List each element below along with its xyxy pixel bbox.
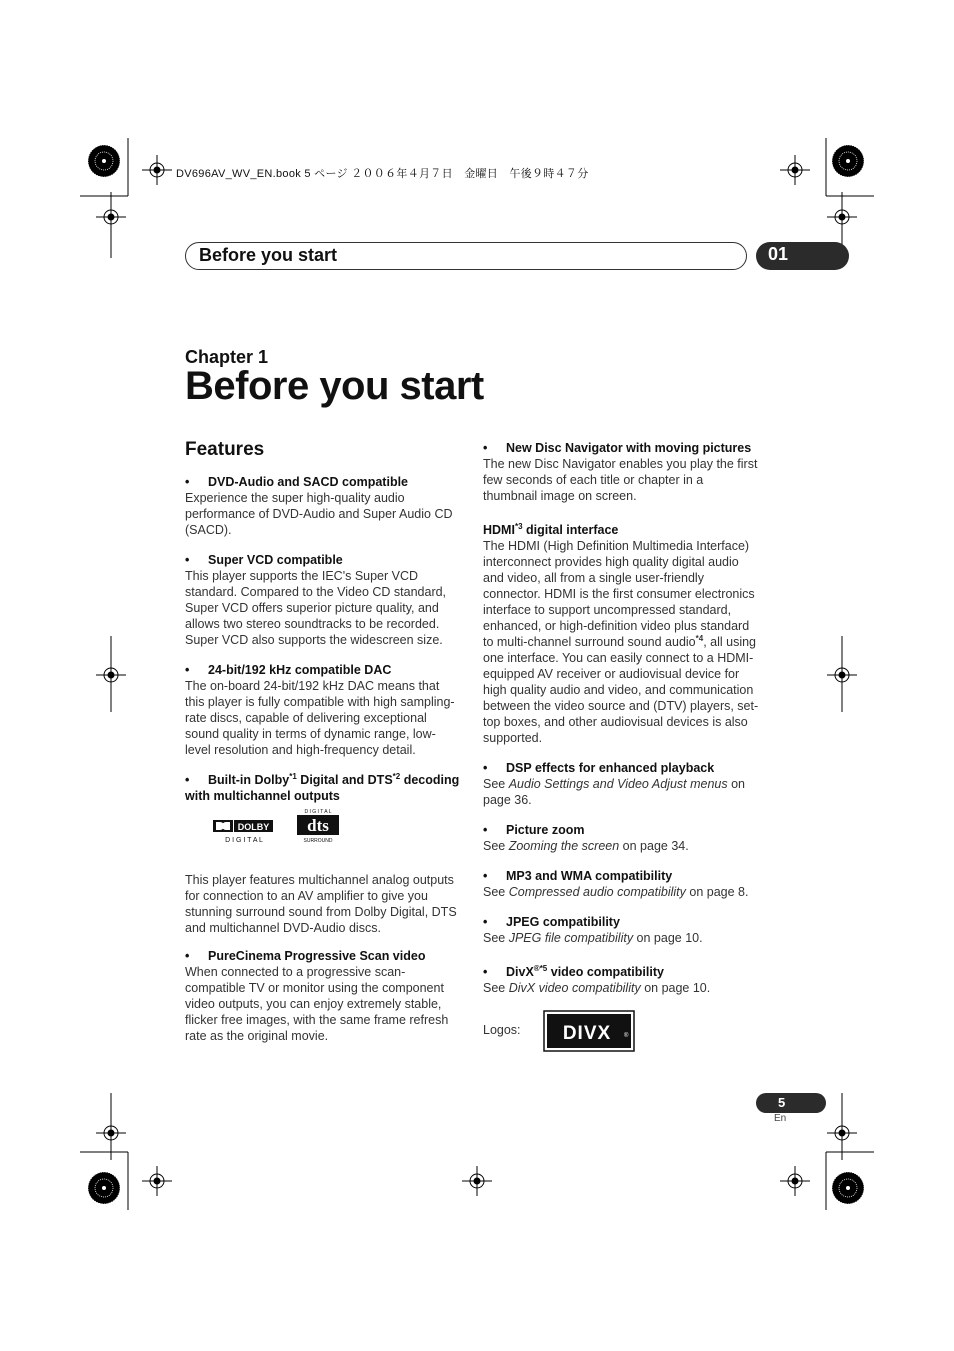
print-header: DV696AV_WV_EN.book 5 ページ ２００６年４月７日 金曜日 午後９時４７分 [176, 168, 589, 180]
running-header-title: Before you start [199, 245, 338, 265]
feature-body [483, 980, 759, 996]
feature-title: 24-bit/192 kHz compatible DAC [208, 663, 392, 677]
bullet: • [483, 915, 488, 929]
feature-body [483, 884, 759, 900]
chapter-number-badge [756, 242, 849, 270]
crosshair-mark [96, 660, 126, 690]
footnote-ref: ®*5 [533, 963, 548, 973]
feature-title: DSP effects for enhanced playback [506, 761, 715, 775]
feature-item [185, 662, 461, 758]
left-column [185, 438, 461, 1058]
feature-item [483, 868, 759, 900]
feature-item [483, 760, 759, 808]
footnote-ref: *4 [695, 633, 704, 643]
feature-title: DVD-Audio and SACD compatible [208, 475, 409, 489]
features-heading: Features [185, 439, 265, 460]
page-reference: on page 10. [633, 931, 703, 945]
feature-title: JPEG compatibility [506, 915, 620, 929]
dolby-digital-logo [213, 820, 275, 844]
hdmi-body-text: The HDMI (High Definition Multimedia Interface) interconnect provides high quality digital audio and video, all from a single user-friendly connector. HDMI is the first consumer electronics interface to support uncompressed standard, enhanced, or high-definition video plus standard to multi-channel surround sound audio [483, 539, 755, 649]
crosshair-mark [827, 1118, 857, 1148]
see-text: See [483, 777, 509, 791]
feature-body [483, 538, 759, 746]
dts-logo-top-text: D I G I T A L [304, 809, 332, 815]
page-reference: on page 10. [640, 981, 711, 995]
bullet: • [483, 441, 488, 455]
bullet: • [185, 773, 190, 787]
footnote-ref: *1 [289, 771, 297, 781]
dolby-dts-logos [185, 808, 461, 854]
bullet: • [483, 869, 488, 883]
bullet: • [185, 663, 190, 677]
page-reference: on page 8. [685, 885, 749, 899]
divx-logo-row [483, 1010, 759, 1054]
feature-title: Picture zoom [506, 823, 585, 837]
feature-title: PureCinema Progressive Scan video [208, 949, 426, 963]
chapter-label: Chapter 1 [185, 347, 269, 367]
dts-logo-bottom-text: SURROUND [303, 838, 333, 844]
feature-body: This player features multichannel analog outputs for connection to an AV amplifier to give you stunning surround sound from Dolby Digital, DTS and multichannel DVD-Audio discs. [185, 873, 457, 935]
cross-reference: Audio Settings and Video Adjust menus [508, 777, 728, 791]
feature-item-hdmi [483, 522, 759, 746]
feature-item [185, 552, 461, 648]
bullet: • [483, 761, 488, 775]
feature-title: Super VCD compatible [208, 553, 343, 567]
crosshair-mark [96, 1118, 126, 1148]
feature-title: digital interface [522, 523, 619, 537]
starburst-mark-bottom-right [830, 1170, 866, 1206]
cross-reference: DivX video compatibility [508, 981, 641, 995]
feature-item [483, 440, 759, 504]
feature-title: Digital and DTS [296, 773, 393, 787]
bullet: • [483, 823, 488, 837]
feature-body: The new Disc Navigator enables you play the first few seconds of each title or chapter in a thumbnail image on screen. [483, 457, 758, 503]
feature-item-divx [483, 964, 759, 1054]
see-text: See [483, 981, 509, 995]
chapter-number: 01 [768, 244, 789, 264]
crosshair-mark [827, 202, 857, 232]
page-reference: on page 34. [619, 839, 689, 853]
see-text: See [483, 885, 509, 899]
dolby-logo-subtext: D I G I T A L [225, 837, 263, 844]
bullet: • [185, 949, 190, 963]
svg-text:®: ® [624, 1033, 629, 1039]
hdmi-body-text: , all using one interface. You can easily connect to a HDMI-equipped AV receiver or audiovisual device for high quality audio and video, and communication between the video source and (DTV) players, set-top boxes, and other audiovisual devices is also supported. [483, 635, 759, 745]
starburst-mark-bottom-left [86, 1170, 122, 1206]
feature-title: DivX [506, 965, 534, 979]
feature-title: HDMI [483, 523, 515, 537]
divx-logo-text: DIVX [562, 1023, 612, 1044]
feature-body: Experience the super high-quality audio performance of DVD-Audio and Super Audio CD (SACD). [185, 491, 453, 537]
dts-surround-logo [295, 808, 341, 844]
feature-body: The on-board 24-bit/192 kHz DAC means that this player is fully compatible with high sampling-rate discs, capable of delivering exceptional sound quality in terms of dynamic range, low-level resolution and high-frequency detail. [185, 679, 455, 757]
logos-label: Logos: [483, 1023, 521, 1037]
crosshair-mark [142, 1166, 172, 1196]
cross-reference: Zooming the screen [508, 839, 620, 853]
crosshair-mark [462, 1166, 492, 1196]
feature-item [483, 914, 759, 946]
dolby-logo-text: DOLBY [237, 822, 270, 832]
dts-logo-text: dts [307, 816, 329, 835]
see-text: See [483, 839, 509, 853]
running-header [185, 242, 747, 270]
see-text: See [483, 931, 509, 945]
footnote-ref: *2 [392, 771, 401, 781]
crosshair-mark [780, 155, 810, 185]
crosshair-mark [780, 1166, 810, 1196]
feature-item [483, 822, 759, 854]
page-number: 5 [778, 1095, 786, 1110]
feature-title: Built-in Dolby [208, 773, 290, 787]
crosshair-mark [142, 155, 172, 185]
bullet: • [185, 553, 190, 567]
feature-body [483, 838, 759, 854]
page-reference: on page 36. [483, 777, 746, 807]
page-number-badge [756, 1093, 826, 1113]
bullet: • [483, 965, 488, 979]
crosshair-mark [827, 660, 857, 690]
right-column [483, 440, 759, 1068]
feature-body: When connected to a progressive scan-compatible TV or monitor using the component video outputs, you can enjoy extremely stable, flicker free images, with the same frame refresh rate as the original movie. [185, 965, 449, 1043]
page-language: En [774, 1113, 787, 1124]
divx-logo [543, 1010, 635, 1052]
crosshair-mark [96, 202, 126, 232]
feature-title: video compatibility [547, 965, 664, 979]
feature-body [483, 930, 759, 946]
feature-title: MP3 and WMA compatibility [506, 869, 673, 883]
chapter-title: Before you start [185, 364, 484, 408]
feature-title: New Disc Navigator with moving pictures [506, 441, 752, 455]
starburst-mark-top-left [86, 143, 122, 179]
feature-item [185, 948, 461, 1044]
starburst-mark-top-right [830, 143, 866, 179]
footnote-ref: *3 [514, 521, 523, 531]
feature-body [483, 776, 759, 808]
cross-reference: Compressed audio compatibility [508, 885, 686, 899]
bullet: • [185, 475, 190, 489]
cross-reference: JPEG file compatibility [508, 931, 634, 945]
feature-item-dolby-dts [185, 772, 461, 936]
feature-title: decoding with multichannel outputs [185, 773, 460, 803]
feature-body: This player supports the IEC's Super VCD standard. Compared to the Video CD standard, Super VCD offers superior picture quality, and allows two stereo soundtracks to be recorded. Super VCD also supports the widescreen size. [185, 569, 447, 647]
feature-item [185, 474, 461, 538]
